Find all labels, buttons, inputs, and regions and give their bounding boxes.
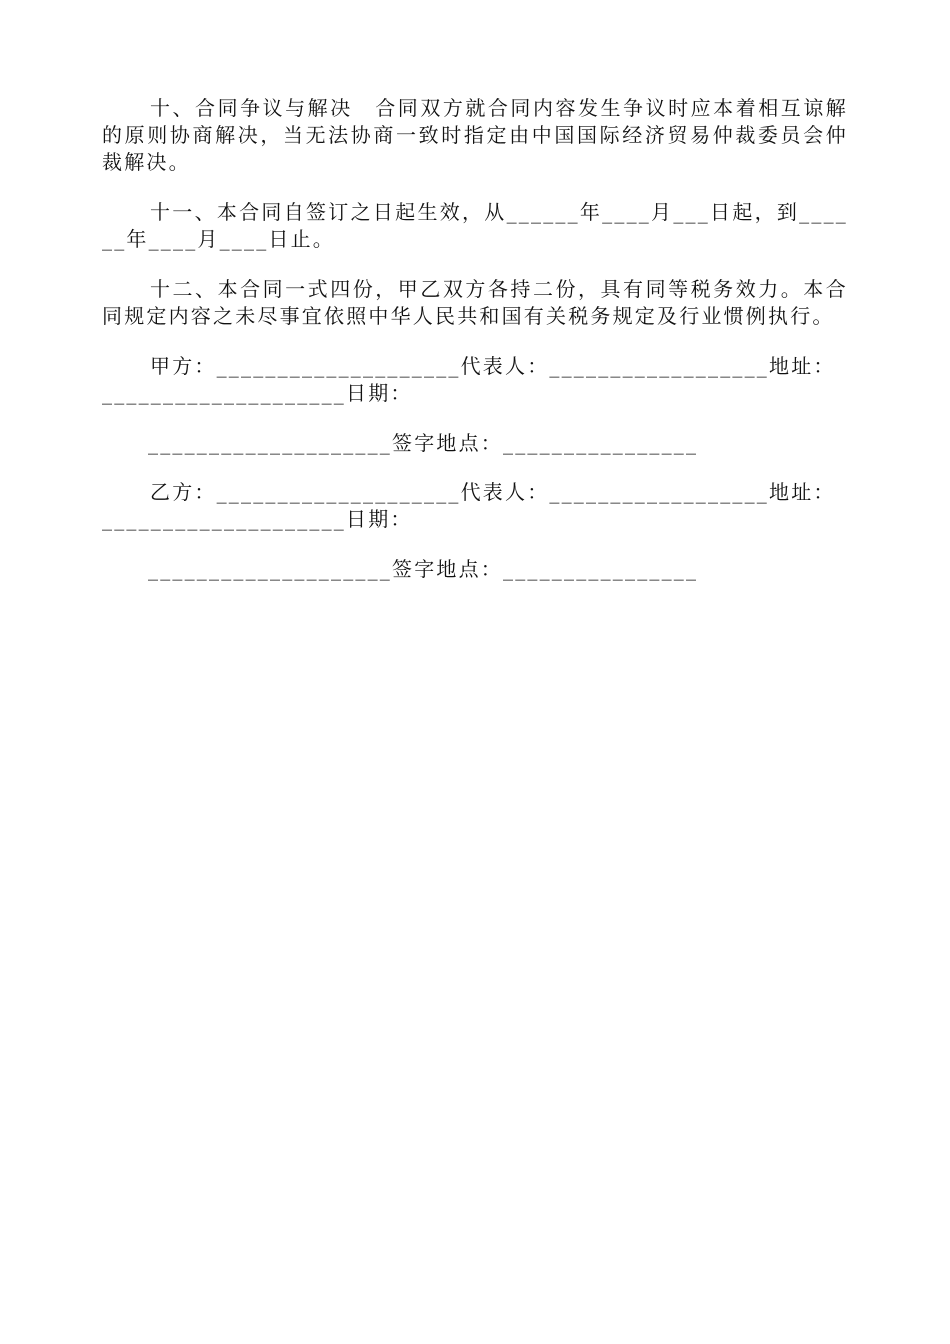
- party-a-name-representative-address: 甲方：____________________代表人：__________________地址：: [150, 354, 836, 378]
- party-b-name-representative-address: 乙方：____________________代表人：__________________地址：: [150, 480, 836, 504]
- party-b-signature-block: [102, 479, 848, 583]
- clause-12-copies: 十二、本合同一式四份，甲乙双方各持二份，具有同等税务效力。本合同规定内容之未尽事宜依照中华人民共和国有关税务规定及行业惯例执行。: [102, 277, 848, 328]
- party-a-signing-place: ____________________签字地点：________________: [148, 431, 699, 455]
- party-a-signature-block: [102, 353, 848, 457]
- party-a-date-line: ____________________日期：: [102, 381, 413, 405]
- document-page: [102, 95, 848, 605]
- party-b-signing-place: ____________________签字地点：________________: [148, 557, 699, 581]
- party-b-date-line: ____________________日期：: [102, 507, 413, 531]
- clause-10-dispute-resolution: 十、合同争议与解决 合同双方就合同内容发生争议时应本着相互谅解的原则协商解决，当无法协商一致时指定由中国国际经济贸易仲裁委员会仲裁解决。: [102, 96, 848, 174]
- clause-11-effective-period: 十一、本合同自签订之日起生效，从______年____月___日起，到______年____月____日止。: [102, 200, 848, 251]
